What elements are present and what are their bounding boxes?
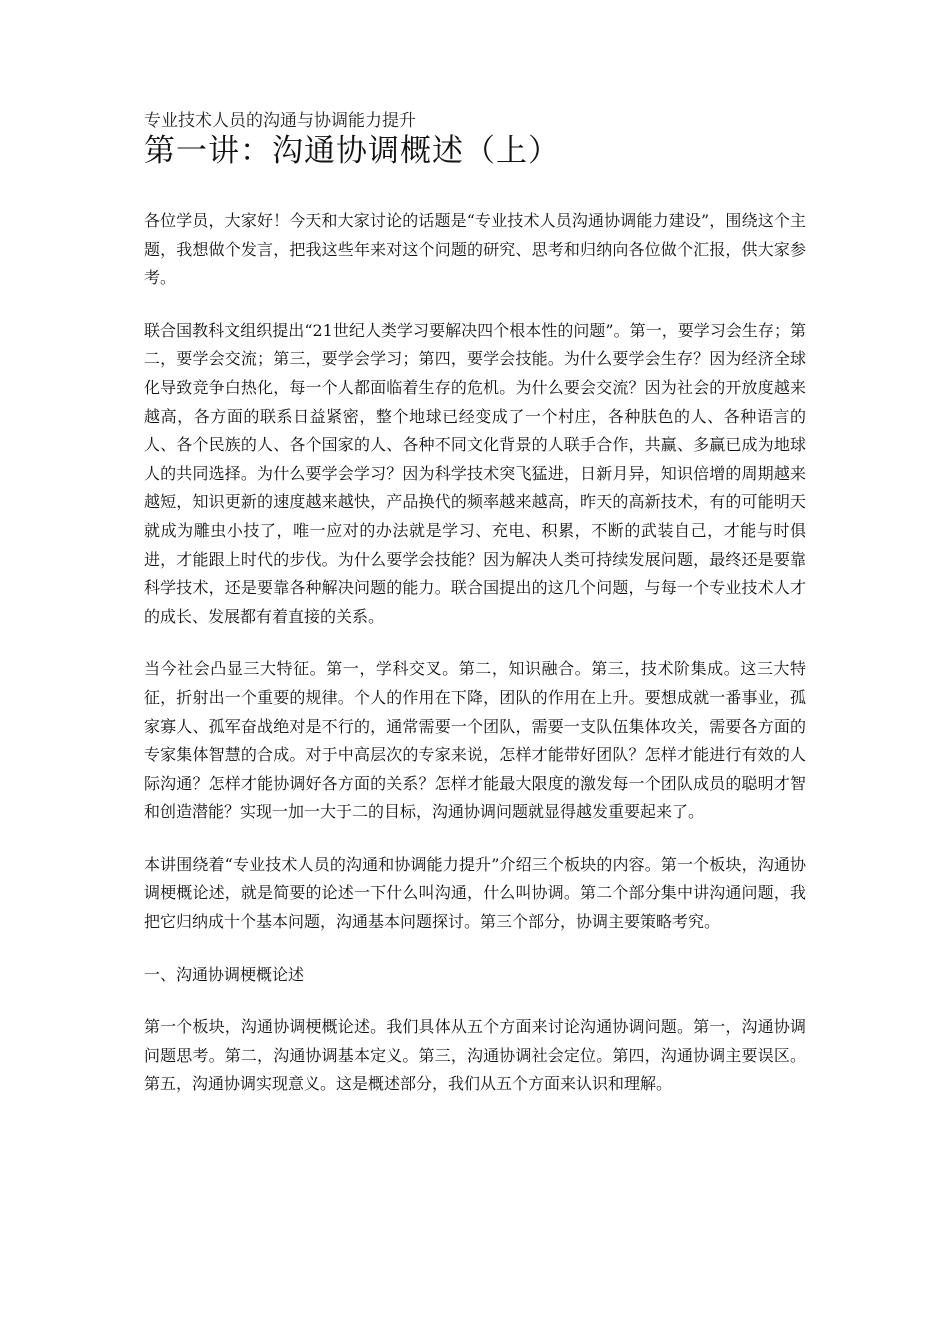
document-title: 第一讲：沟通协调概述（上） <box>144 133 560 169</box>
paragraph-unesco: 联合国教科文组织提出“21世纪人类学习要解决四个根本性的问题”。第一，要学习会生存；第二，要学会交流；第三，要学会学习；第四，要学会技能。为什么要学会生存？因为经济全球化导致竞争白热化，每一个人都面临着生存的危机。为什么要会交流？因为社会的开放度越来越高，各方面的联系日益紧密，整个地球已经变成了一个村庄，各种肤色的人、各种语言的人、各个民族的人、各个国家的人、各种不同文化背景的人联手合作，共赢、多赢已成为地球人的共同选择。为什么要学会学习？因为科学技术突飞猛进，日新月异，知识倍增的周期越来越短，知识更新的速度越来越快，产品换代的频率越来越高，昨天的高新技术，有的可能明天就成为雕虫小技了，唯一应对的办法就是学习、充电、积累，不断的武装自己，才能与时俱进，才能跟上时代的步伐。为什么要学会技能？因为解决人类可持续发展问题，最终还是要靠科学技术，还是要靠各种解决问题的能力。联合国提出的这几个问题，与每一个专业技术人才的成长、发展都有着直接的关系。 <box>144 320 806 626</box>
paragraph-lecture-outline: 本讲围绕着“专业技术人员的沟通和协调能力提升”介绍三个板块的内容。第一个板块，沟通协调梗概论述，就是简要的论述一下什么叫沟通，什么叫协调。第二个部分集中讲沟通问题，我把它归纳成十个基本问题，沟通基本问题探讨。第三个部分，协调主要策略考究。 <box>144 854 806 932</box>
paragraph-greeting: 各位学员，大家好！今天和大家讨论的话题是“专业技术人员沟通协调能力建设”，围绕这个主题，我想做个发言，把我这些年来对这个问题的研究、思考和归纳向各位做个汇报，供大家参考。 <box>144 211 806 288</box>
document-subtitle: 专业技术人员的沟通与协调能力提升 <box>144 111 416 131</box>
section-heading: 一、沟通协调梗概论述 <box>144 964 305 984</box>
paragraph-section-intro: 第一个板块，沟通协调梗概论述。我们具体从五个方面来讨论沟通协调问题。第一，沟通协调问题思考。第二，沟通协调基本定义。第三，沟通协调社会定位。第四，沟通协调主要误区。第五，沟通协调实现意义。这是概述部分，我们从五个方面来认识和理解。 <box>144 1017 806 1094</box>
paragraph-society-features: 当今社会凸显三大特征。第一，学科交叉。第二，知识融合。第三，技术阶集成。这三大特征，折射出一个重要的规律。个人的作用在下降，团队的作用在上升。要想成就一番事业，孤家寡人、孤军奋战绝对是不行的，通常需要一个团队，需要一支队伍集体攻关，需要各方面的专家集体智慧的合成。对于中高层次的专家来说，怎样才能带好团队？怎样才能进行有效的人际沟通？怎样才能协调好各方面的关系？怎样才能最大限度的激发每一个团队成员的聪明才智和创造潜能？实现一加一大于二的目标，沟通协调问题就显得越发重要起来了。 <box>144 659 806 822</box>
document-page <box>144 110 806 1123</box>
